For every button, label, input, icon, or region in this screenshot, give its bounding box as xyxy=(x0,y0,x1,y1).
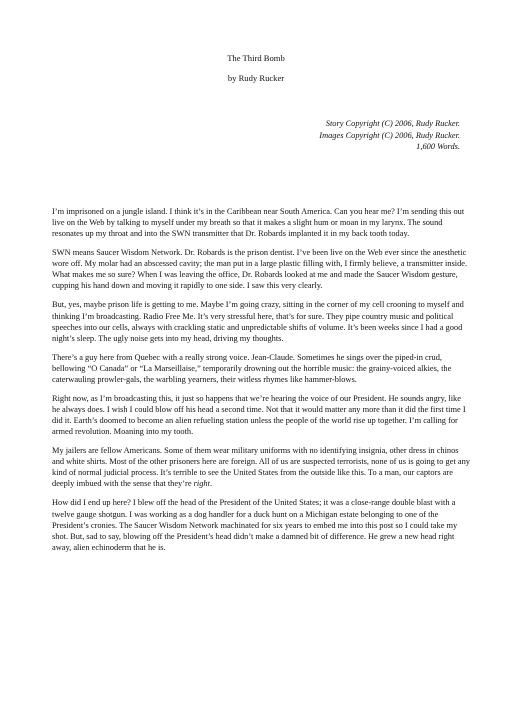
italic-word: right xyxy=(193,479,210,489)
document-title: The Third Bomb xyxy=(227,53,285,63)
paragraph: I’m imprisoned on a jungle island. I think it’s in the Caribbean near South America. Can you hear me? I’m sending this out live on the Web by talking to myself under my breath so that it makes a slight hum or moan in my larynx. The sound resonates up my throat and into the SWN transmitter that Dr. Robards implanted it in my back tooth today. xyxy=(52,207,465,239)
paragraph: Right now, as I’m broadcasting this, it just so happens that we’re hearing the voice of our President. He sounds angry, like he always does. I wish I could blow off his head a second time. Not that it would matter any more than it did the first time I did it. Earth’s doomed to become an alien refueling station unless the people of the world rise up together. I’m calling for armed revolution. Moaning into my tooth. xyxy=(52,393,466,437)
author-byline: by Rudy Rucker xyxy=(227,73,285,83)
paragraph: My jailers are fellow Americans. Some of them wear military uniforms with no identifying insignia, other dress in chinos and white shirts. Most of the other prisoners here are foreign. All of us are suspected terrorists, none of us is going to get any kind of normal judicial process. It’s terrible to see the United States from the outside like this. To a man, our captors are deeply imbued with the sense that they’re right. xyxy=(52,446,470,489)
copyright-block xyxy=(319,118,460,153)
word-count: 1,600 Words. xyxy=(416,142,460,151)
story-copyright: Story Copyright (C) 2006, Rudy Rucker. xyxy=(325,119,460,128)
images-copyright: Images Copyright (C) 2006, Rudy Rucker. xyxy=(319,130,460,140)
paragraph: How did I end up here? I blew off the head of the President of the United States; it was a close-range double blast with a twelve gauge shotgun. I was working as a dog handler for a duck hunt on a Michigan estate belonging to one of the President’s cronies. The Saucer Wisdom Network machinated for six years to embed me into this post so I could take my shot. But, sad to say, blowing off the President’s head didn’t make a damned bit of difference. He grew a new head right away, alien echinoderm that he is. xyxy=(52,498,458,552)
paragraph: SWN means Saucer Wisdom Network. Dr. Robards is the prison dentist. I’ve been live on the Web ever since the anesthetic wore off. My molar had an abscessed cavity; the man put in a large plastic filling with, I firmly believe, a transmitter inside. What makes me so sure? When I was leaving the office, Dr. Robards looked at me and made the Saucer Wisdom gesture, cupping his hand down and moving it rapidly to one side. I saw this very clearly. xyxy=(52,248,468,291)
story-body xyxy=(52,206,470,561)
paragraph: There’s a guy here from Quebec with a really strong voice. Jean-Claude. Sometimes he sings over the piped-in crud, bellowing “O Canada” or “La Marseillaise,” temporarily drowning out the horrible music: the grainy-voiced alkies, the caterwauling prowler-gals, the warbling yearners, their witless rhymes like hammer-blows. xyxy=(52,352,452,384)
paragraph-text: My jailers are fellow Americans. Some of them wear military uniforms with no identifying insignia, other dress in chinos and white shirts. Most of the other prisoners here are foreign. All of us are suspected terrorists, none of us is going to get any kind of normal judicial process. It’s terrible to see the United States from the outside like this. To a man, our captors are deeply imbued with the sense that they’re xyxy=(52,446,470,489)
paragraph: But, yes, maybe prison life is getting to me. Maybe I’m going crazy, sitting in the corner of my cell crooning to myself and thinking I’m broadcasting. Radio Free Me. It’s very stressful here, that’s for sure. They pipe country music and political speeches into our cells, always with crackling static and unpredictable shifts of volume. It’s been weeks since I had a good night’s sleep. The ugly noise gets into my head, driving my thoughts. xyxy=(52,300,464,343)
